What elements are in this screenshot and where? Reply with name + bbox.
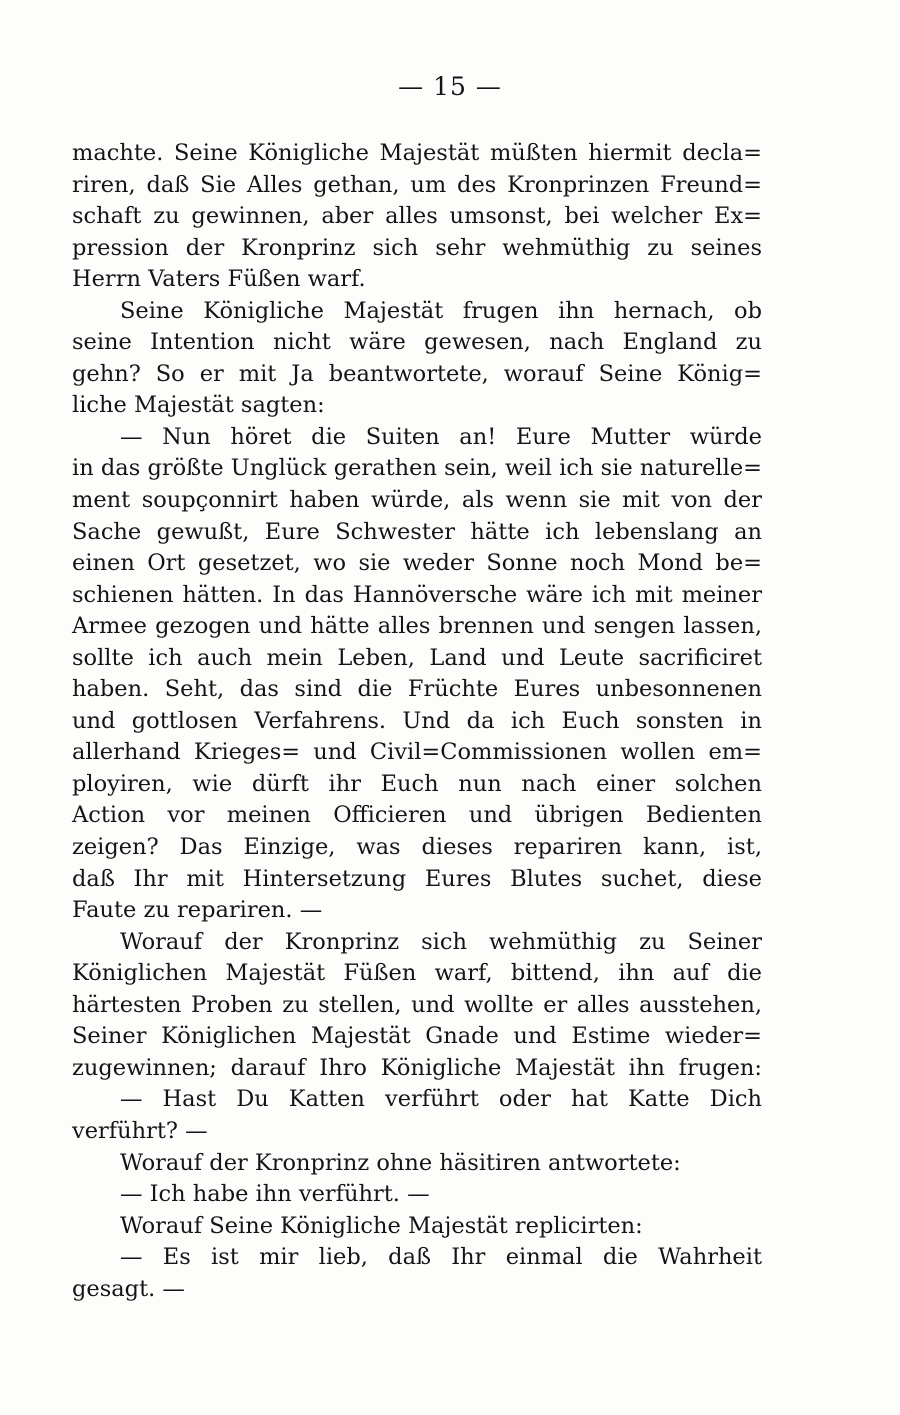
text-line: riren, daß Sie Alles gethan, um des Kronprinzen Freund= [72, 171, 762, 198]
text-line: und gottlosen Verfahrens. Und da ich Euch sonsten in [72, 707, 762, 734]
text-line: Königlichen Majestät Füßen warf, bittend, ihn auf die [72, 960, 762, 987]
text-line: verführt? — [72, 1117, 208, 1144]
text-line: daß Ihr mit Hintersetzung Eures Blutes suchet, diese [72, 865, 762, 892]
text-line: haben. Seht, das sind die Früchte Eures unbesonnenen [72, 676, 762, 703]
text-line: einen Ort gesetzet, wo sie weder Sonne noch Mond be= [72, 550, 762, 577]
text-line: Action vor meinen Officieren und übrigen Bedienten [72, 802, 762, 829]
text-line: schaft zu gewinnen, aber alles umsonst, bei welcher Ex= [72, 203, 762, 230]
text-line: — Ich habe ihn verführt. — [120, 1181, 430, 1208]
text-line: machte. Seine Königliche Majestät müßten hiermit decla= [72, 140, 762, 166]
text-line: allerhand Krieges= und Civil=Commissionen wollen em= [72, 739, 762, 766]
text-line: Herrn Vaters Füßen warf. [72, 266, 366, 293]
text-line: Worauf der Kronprinz ohne häsitiren antwortete: [120, 1149, 681, 1176]
text-line: — Es ist mir lieb, daß Ihr einmal die Wahrheit [120, 1244, 762, 1271]
text-line: Seine Königliche Majestät frugen ihn hernach, ob [120, 297, 762, 324]
text-line: gesagt. — [72, 1275, 185, 1302]
text-line: in das größte Unglück gerathen sein, weil ich sie naturelle= [72, 455, 762, 482]
text-line: Sache gewußt, Eure Schwester hätte ich lebenslang an [72, 518, 762, 545]
text-line: härtesten Proben zu stellen, und wollte er alles ausstehen, [72, 991, 762, 1018]
text-line: Worauf der Kronprinz sich wehmüthig zu Seiner [120, 928, 762, 955]
text-line: ployiren, wie dürft ihr Euch nun nach einer solchen [72, 770, 762, 797]
text-line: zeigen? Das Einzige, was dieses repariren kann, ist, [72, 834, 762, 861]
text-line: Seiner Königlichen Majestät Gnade und Estime wieder= [72, 1023, 762, 1050]
text-line: ment soupçonnirt haben würde, als wenn sie mit von der [72, 487, 762, 514]
text-line: Worauf Seine Königliche Majestät replicirten: [120, 1212, 643, 1239]
text-line: Faute zu repariren. — [72, 897, 323, 924]
text-line: sollte ich auch mein Leben, Land und Leute sacrificiret [72, 644, 762, 671]
text-line: schienen hätten. In das Hannöversche wäre ich mit meiner [72, 581, 762, 608]
body-text [72, 138, 762, 1305]
text-line: — Hast Du Katten verführt oder hat Katte Dich [120, 1086, 762, 1113]
text-line: pression der Kronprinz sich sehr wehmüthig zu seines [72, 234, 762, 261]
text-line: liche Majestät sagten: [72, 392, 325, 419]
text-line: Armee gezogen und hätte alles brennen und sengen lassen, [72, 613, 762, 640]
text-line: seine Intention nicht wäre gewesen, nach England zu [72, 329, 762, 356]
text-line: gehn? So er mit Ja beantwortete, worauf Seine König= [72, 360, 762, 387]
text-line: zugewinnen; darauf Ihro Königliche Majestät ihn frugen: [72, 1054, 762, 1081]
page-number: — 15 — [398, 72, 502, 101]
text-line: — Nun höret die Suiten an! Eure Mutter würde [120, 423, 762, 450]
